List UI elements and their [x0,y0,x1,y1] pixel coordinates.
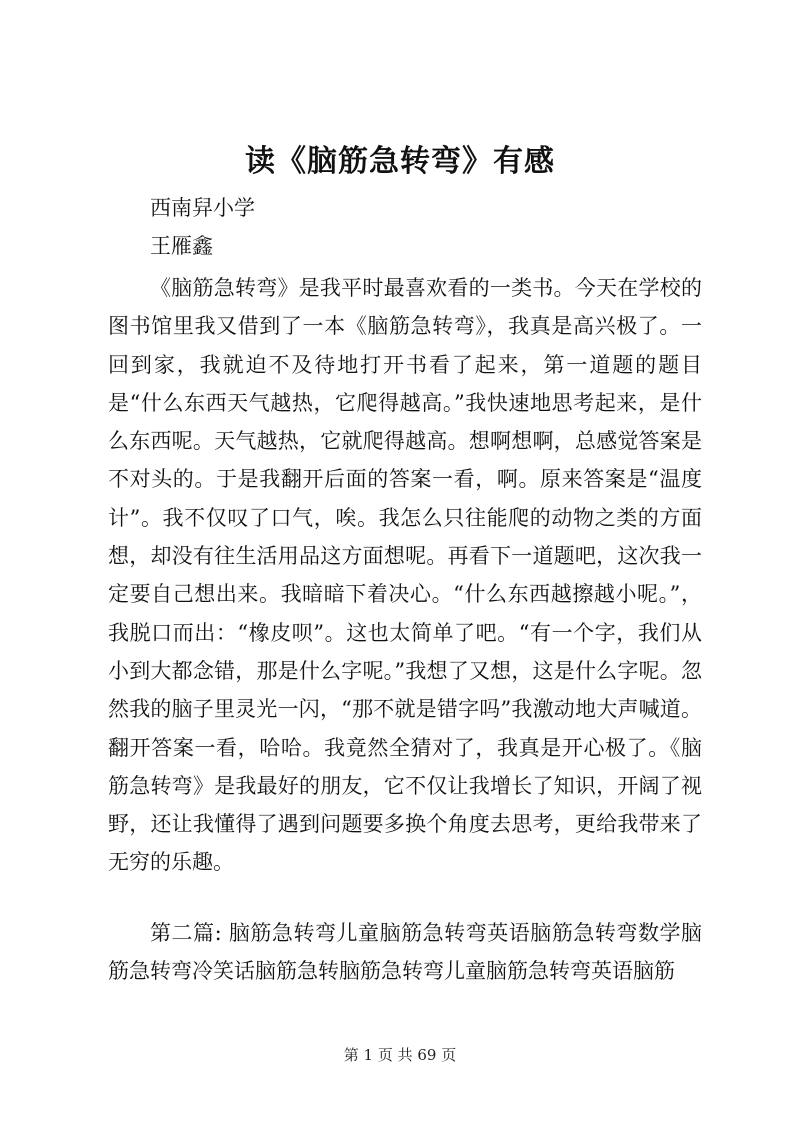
author-name: 王雁鑫 [150,234,213,258]
document-title: 读《脑筋急转弯》有感 [245,144,555,179]
body-paragraph: 《脑筋急转弯》是我平时最喜欢看的一类书。今天在学校的图书馆里我又借到了一本《脑筋急转弯》，我真是高兴极了。一回到家，我就迫不及待地打开书看了起来，第一道题的题目是“什么东西天气越热，它爬得越高。”我快速地思考起来，是什么东西呢。天气越热，它就爬得越高。想啊想啊，总感觉答案是不对头的。于是我翻开后面的答案一看，啊。原来答案是“温度计”。我不仅叹了口气，唉。我怎么只往能爬的动物之类的方面想，却没有往生活用品这方面想呢。再看下一道题吧，这次我一定要自己想出来。我暗暗下着决心。“什么东西越擦越小呢。”，我脱口而出：“橡皮呗”。这也太简单了吧。“有一个字，我们从小到大都念错，那是什么字呢。”我想了又想，这是什么字呢。忽然我的脑子里灵光一闪，“那不就是错字吗”我激动地大声喊道。翻开答案一看，哈哈。我竟然全猜对了，我真是开心极了。《脑筋急转弯》是我最好的朋友，它不仅让我增长了知识，开阔了视野，还让我懂得了遇到问题要多换个角度去思考，更给我带来了无穷的乐趣。 [108,276,702,875]
school-name: 西南舁小学 [150,196,255,220]
body-paragraph: 第二篇: 脑筋急转弯儿童脑筋急转弯英语脑筋急转弯数学脑筋急转弯冷笑话脑筋急转脑筋急转弯儿童脑筋急转弯英语脑筋 [108,921,702,984]
page-footer: 第 1 页 共 69 页 [343,1046,457,1064]
